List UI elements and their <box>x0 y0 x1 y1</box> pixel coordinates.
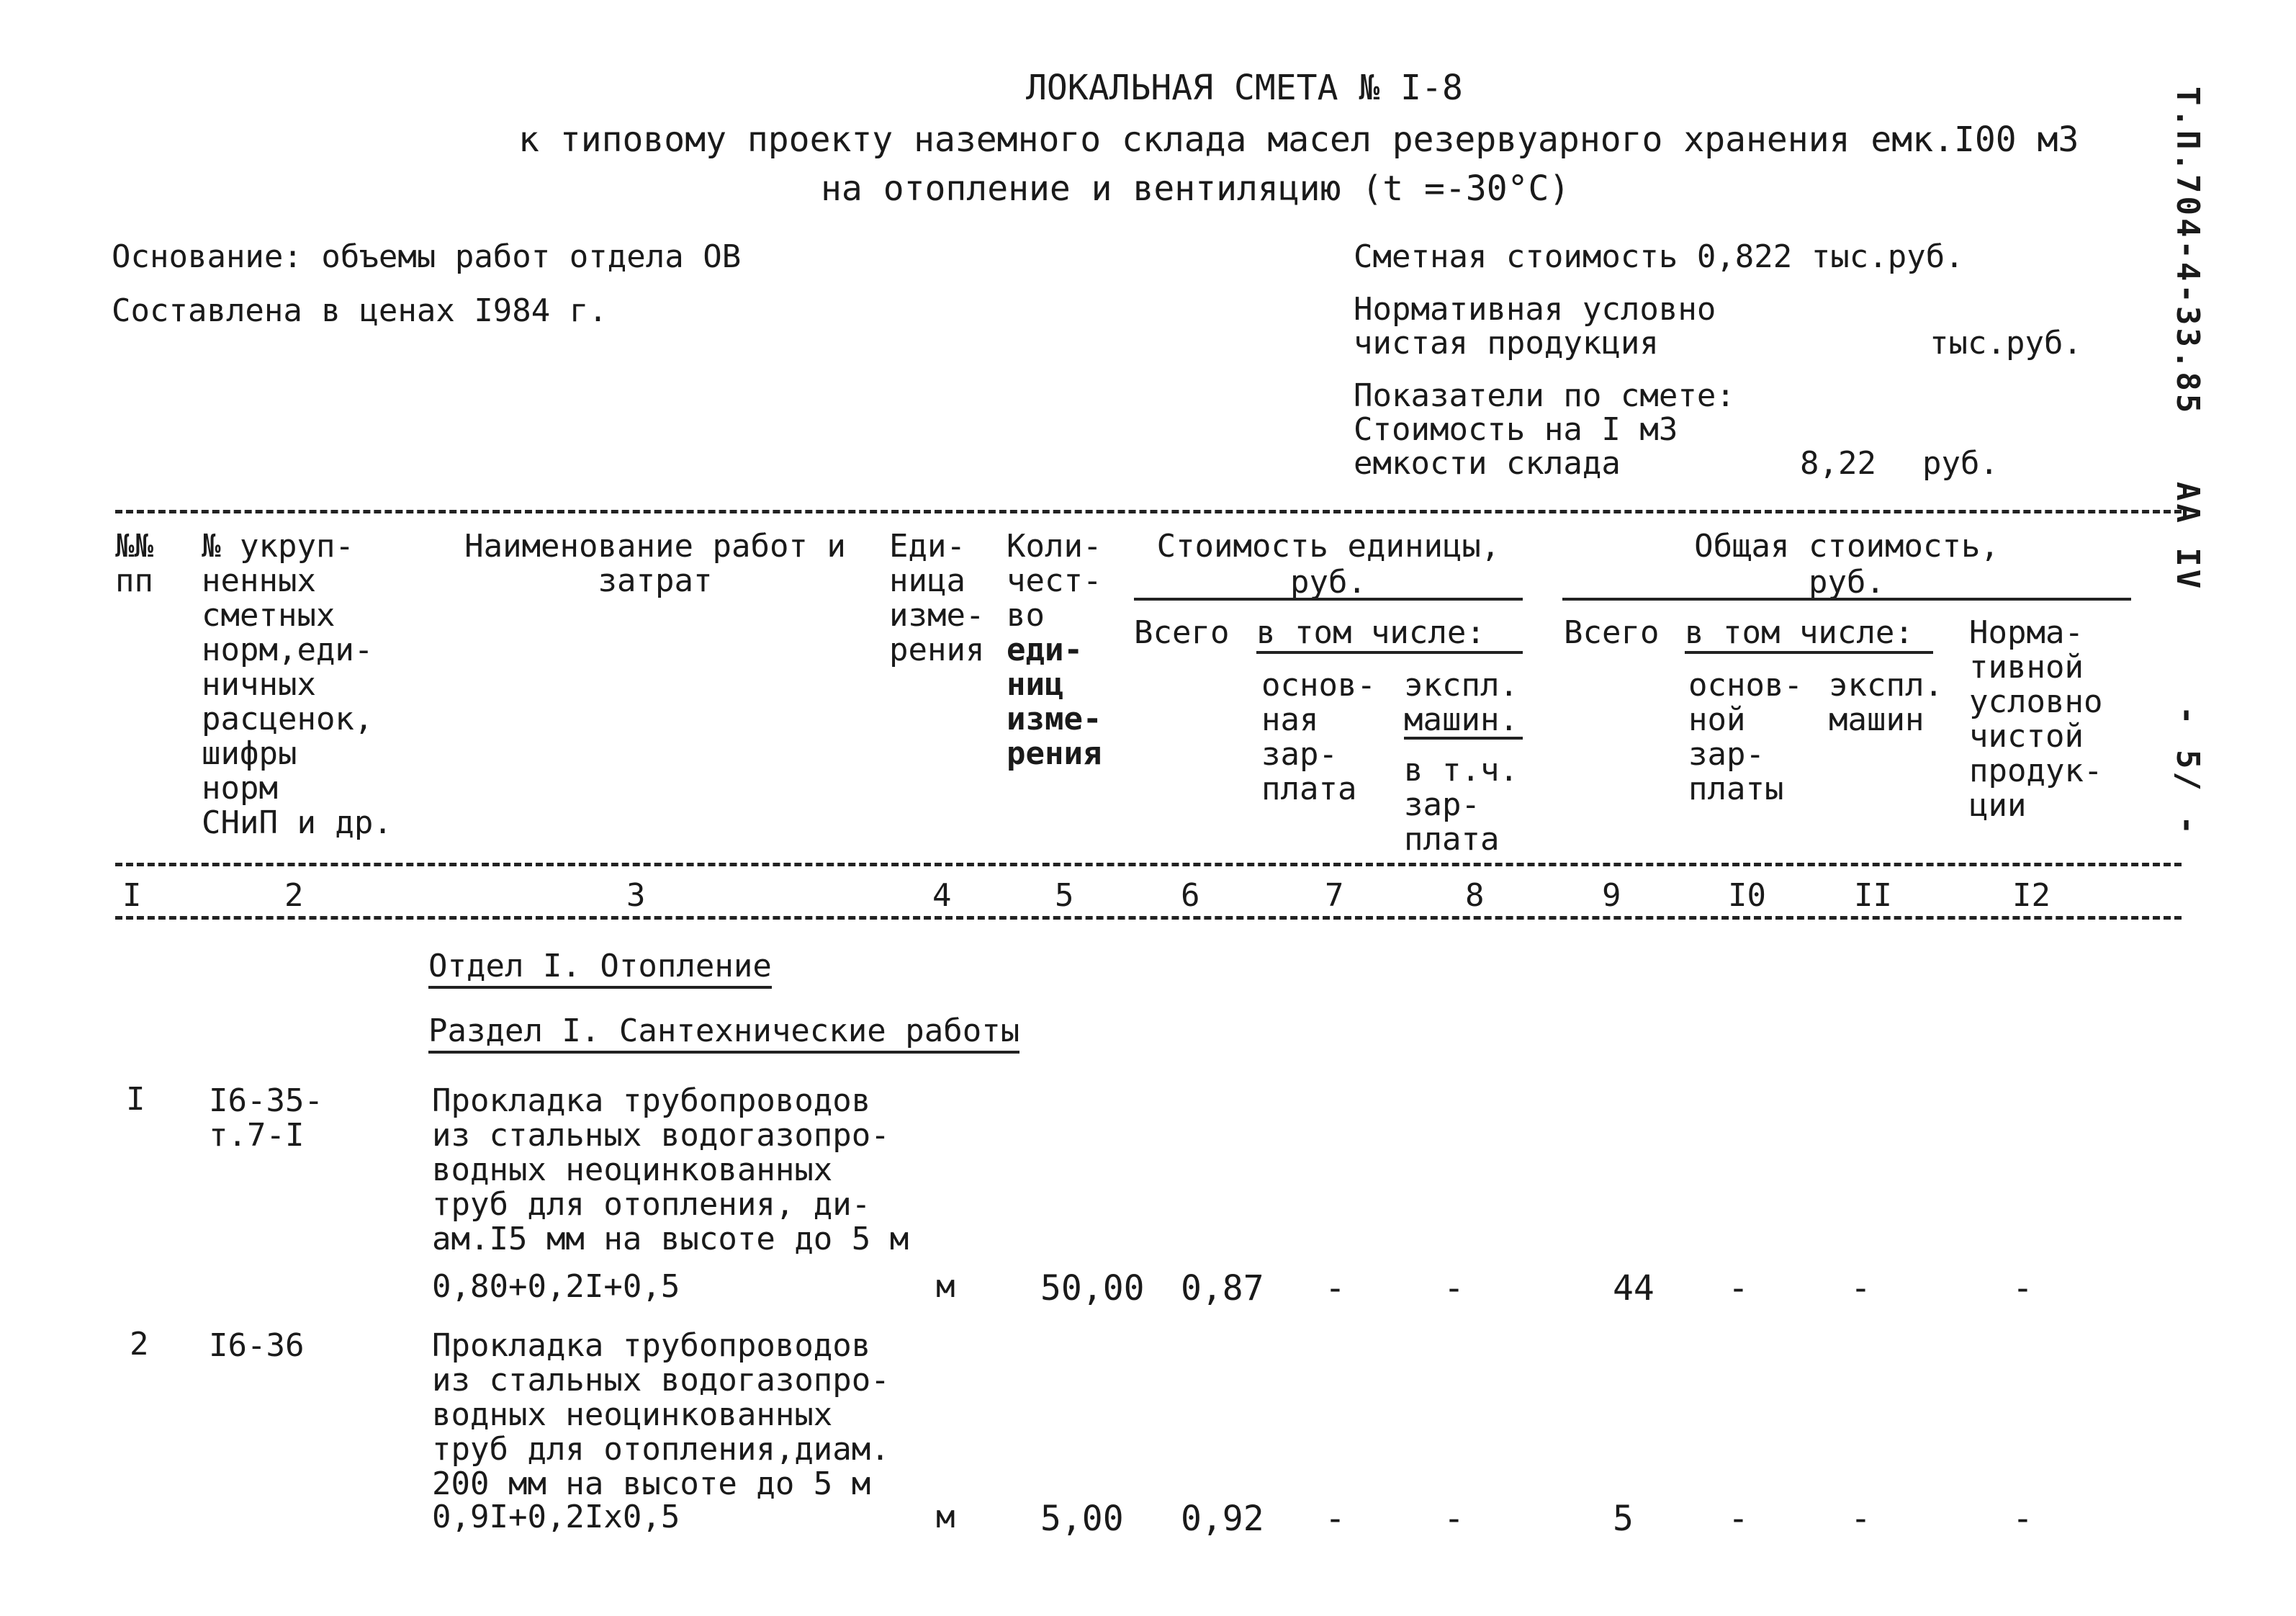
basis-text: Основание: объемы работ отдела ОВ <box>112 238 742 275</box>
header-col6: Всего <box>1134 614 1230 651</box>
colnum-bottom-rule <box>115 916 2182 920</box>
colnum-12: I2 <box>2012 877 2050 914</box>
colnum-5: 5 <box>1055 877 1074 914</box>
row-total: 44 <box>1613 1268 1655 1308</box>
row-col7: - <box>1325 1499 1346 1539</box>
colnum-6: 6 <box>1181 877 1200 914</box>
header-col5-units: еди- ниц изме- рения <box>1007 632 1102 772</box>
document-subtitle-2: на отопление и вентиляцию (t =-30°С) <box>821 169 1570 209</box>
header-col8a: экспл. <box>1404 667 1518 704</box>
row-col11: - <box>1850 1499 1871 1539</box>
norm-unit: тыс.руб. <box>1930 325 2082 362</box>
colnum-3: 3 <box>626 877 646 914</box>
row-unit-total: 0,92 <box>1181 1499 1264 1539</box>
colnum-7: 7 <box>1325 877 1344 914</box>
header-col2: № укруп- ненных сметных норм,еди- ничных расценок, шифры норм СНиП и др. <box>202 528 392 841</box>
header-total-cost: Общая стоимость, <box>1694 528 1999 565</box>
header-col8b: машин. <box>1404 701 1518 738</box>
row-col12: - <box>2012 1499 2033 1539</box>
header-unit-cost-unit: руб. <box>1290 564 1367 601</box>
row-code: I6-35- т.7-I <box>209 1082 323 1154</box>
colnum-11: II <box>1854 877 1892 914</box>
header-bottom-rule <box>115 863 2182 866</box>
header-top-rule <box>115 510 2182 513</box>
colnum-10: I0 <box>1728 877 1766 914</box>
row-formula: 0,9I+0,2Iх0,5 <box>432 1499 680 1535</box>
header-col12: Норма- тивной условно чистой продук- ции <box>1969 614 2103 824</box>
row-total: 5 <box>1613 1499 1634 1539</box>
row-qty: 5,00 <box>1040 1499 1124 1539</box>
row-name: Прокладка трубопроводов из стальных водогазопро- водных неоцинкованных труб для отопления, ди- ам.I5 мм на высоте до 5 м <box>432 1082 909 1257</box>
section-title: Раздел I. Сантехнические работы <box>428 1013 1019 1054</box>
row-col7: - <box>1325 1268 1346 1308</box>
row-formula: 0,80+0,2I+0,5 <box>432 1268 680 1305</box>
row-code: I6-36 <box>209 1327 305 1364</box>
col8-rule <box>1404 737 1523 740</box>
row-col8: - <box>1444 1268 1464 1308</box>
colnum-4: 4 <box>932 877 952 914</box>
colnum-2: 2 <box>284 877 304 914</box>
page-number: - 5/ - <box>2169 706 2206 838</box>
header-col3: Наименование работ и затрат <box>464 528 846 599</box>
department-title: Отдел I. Отопление <box>428 948 772 989</box>
header-col9: Всего <box>1564 614 1660 651</box>
header-unit-cost: Стоимость единицы, <box>1156 528 1500 565</box>
row-num: I <box>126 1081 145 1118</box>
row-col10: - <box>1728 1499 1749 1539</box>
row-name: Прокладка трубопроводов из стальных водогазопро- водных неоцинкованных труб для отопления,диам. 200 мм на высоте до 5 м <box>432 1327 890 1502</box>
document-subtitle: к типовому проекту наземного склада масел резервуарного хранения емк.I00 м3 <box>518 120 2079 160</box>
unit-incl-rule <box>1256 651 1523 654</box>
header-col7: основ- ная зар- плата <box>1261 667 1376 807</box>
header-col1: №№ пп <box>115 528 153 599</box>
row-unit: м <box>936 1499 955 1535</box>
prices-text: Составлена в ценах I984 г. <box>112 292 608 329</box>
total-cost-rule <box>1562 598 2131 601</box>
document-title: ЛОКАЛЬНАЯ СМЕТА № I-8 <box>1026 68 1463 108</box>
row-col8: - <box>1444 1499 1464 1539</box>
side-project-code: Т.П.704-4-33.85 АА IV <box>2169 86 2206 592</box>
header-col4: Еди- ница изме- рения <box>889 528 985 668</box>
row-col10: - <box>1728 1268 1749 1308</box>
row-qty: 50,00 <box>1040 1268 1145 1308</box>
norm-label-1: Нормативная условно <box>1354 291 1716 328</box>
per-m3-value: 8,22 <box>1800 445 1876 482</box>
colnum-8: 8 <box>1465 877 1485 914</box>
colnum-9: 9 <box>1602 877 1621 914</box>
per-m3-label-1: Стоимость на I м3 <box>1354 411 1678 448</box>
total-incl-rule <box>1685 651 1933 654</box>
header-total-cost-unit: руб. <box>1809 564 1885 601</box>
header-col11: экспл. машин <box>1829 667 1943 738</box>
row-col11: - <box>1850 1268 1871 1308</box>
estimated-cost: Сметная стоимость 0,822 тыс.руб. <box>1354 238 1964 275</box>
header-col8c: в т.ч. зар- плата <box>1404 752 1518 858</box>
indicators-label: Показатели по смете: <box>1354 377 1735 414</box>
header-unit-incl: в том числе: <box>1256 614 1485 651</box>
header-col10: основ- ной зар- платы <box>1688 667 1803 807</box>
colnum-1: I <box>122 877 142 914</box>
header-col5: Коли- чест- во <box>1007 528 1102 634</box>
per-m3-unit: руб. <box>1922 445 1999 482</box>
unit-cost-rule <box>1134 598 1523 601</box>
row-unit: м <box>936 1268 955 1305</box>
row-num: 2 <box>130 1326 149 1363</box>
per-m3-label-2: емкости склада <box>1354 445 1621 482</box>
row-col12: - <box>2012 1268 2033 1308</box>
norm-label-2: чистая продукция <box>1354 325 1659 362</box>
header-total-incl: в том числе: <box>1685 614 1914 651</box>
row-unit-total: 0,87 <box>1181 1268 1264 1308</box>
